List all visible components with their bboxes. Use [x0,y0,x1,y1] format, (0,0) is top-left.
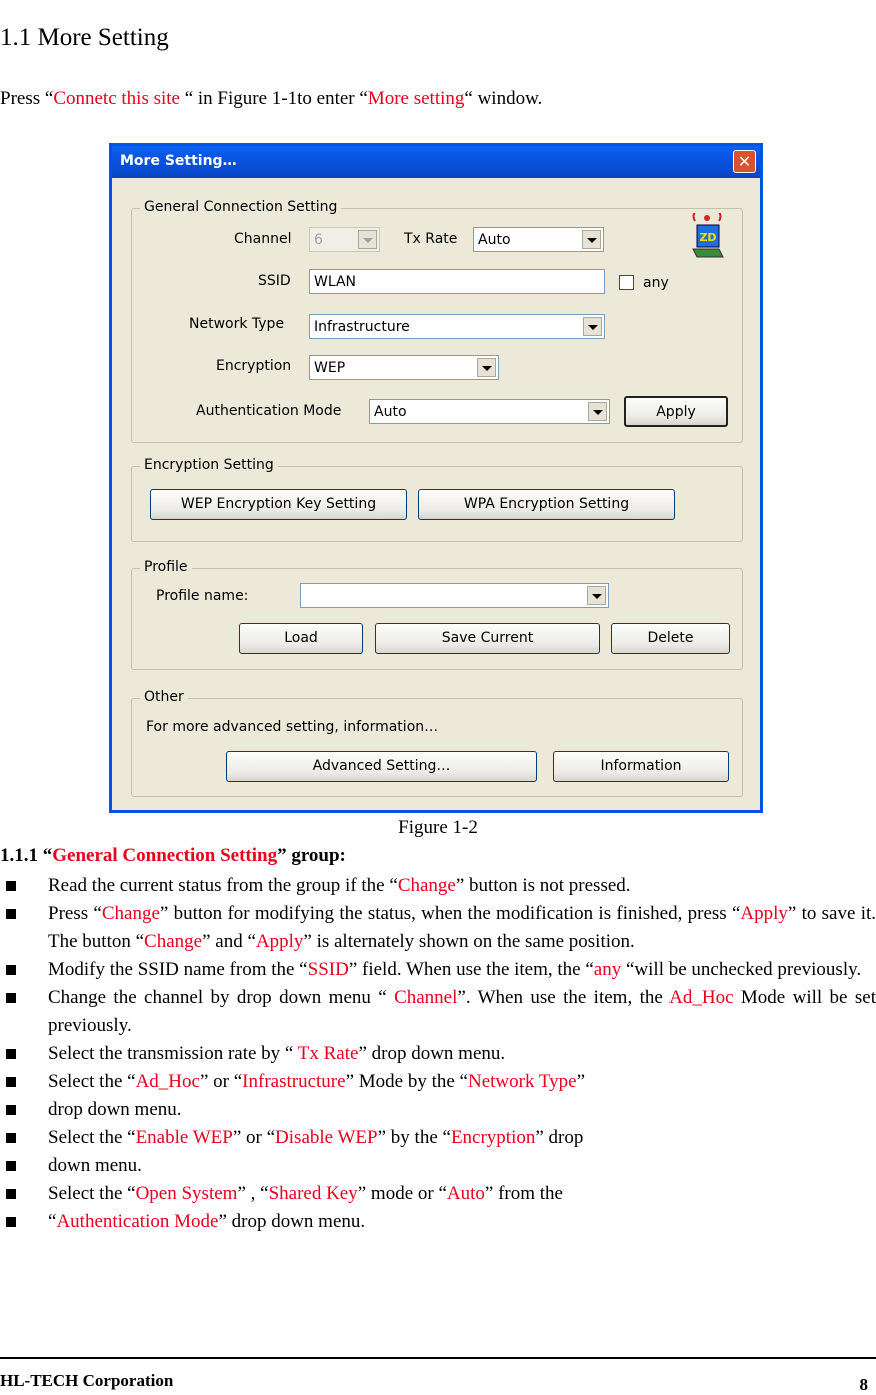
more-setting-dialog [109,143,763,813]
apply-button[interactable]: Apply [624,396,728,427]
instruction-list [0,872,876,1236]
dialog-titlebar [112,146,760,178]
channel-select[interactable]: 6 [309,227,380,252]
encryption-group-legend: Encryption Setting [140,457,278,473]
list-item: Press “Change” button for modifying the status, when the modification is finished, press “Apply” to save it. The button “Change” and “Apply” is alternately shown on the same position. [0,900,876,956]
network-type-label: Network Type [189,316,285,332]
footer-company: HL-TECH Corporation [0,1371,174,1390]
any-label: any [643,275,669,291]
list-item: Read the current status from the group if the “Change” button is not pressed. [0,872,876,900]
list-item: Select the “Ad_Hoc” or “Infrastructure” Mode by the “Network Type” [0,1068,876,1096]
list-item: down menu. [0,1152,876,1180]
list-item: “Authentication Mode” drop down menu. [0,1208,876,1236]
other-group [131,689,743,797]
encryption-label: Encryption [216,358,292,374]
load-button[interactable]: Load [239,623,363,654]
other-description: For more advanced setting, information… [146,719,439,735]
close-icon[interactable]: ✕ [733,150,756,173]
general-group-legend: General Connection Setting [140,199,341,215]
txrate-label: Tx Rate [404,231,458,247]
list-item: Change the channel by drop down menu “ Channel”. When use the item, the Ad_Hoc Mode will be set previously. [0,984,876,1040]
wpa-setting-button[interactable]: WPA Encryption Setting [418,489,675,520]
save-current-button[interactable]: Save Current [375,623,600,654]
link-more-setting: More setting [367,88,465,109]
list-item: Modify the SSID name from the “SSID” field. When use the item, the “any “will be unchecked previously. [0,956,876,984]
list-item: Select the “Open System” , “Shared Key” mode or “Auto” from the [0,1180,876,1208]
logo-text: ZD [699,231,717,244]
dialog-title: More Setting… [120,153,237,169]
chevron-down-icon [588,402,607,421]
wireless-logo-icon [689,213,725,259]
other-group-legend: Other [140,689,188,705]
list-item: Select the transmission rate by “ Tx Rate” drop down menu. [0,1040,876,1068]
chevron-down-icon [582,230,601,249]
txrate-select[interactable]: Auto [473,227,604,252]
footer-rule [0,1357,876,1359]
ssid-input[interactable]: WLAN [309,269,605,294]
chevron-down-icon [477,358,496,377]
advanced-setting-button[interactable]: Advanced Setting… [226,751,537,782]
page-number: 8 [859,1375,868,1394]
chevron-down-icon [358,230,377,249]
information-button[interactable]: Information [553,751,729,782]
list-item: Select the “Enable WEP” or “Disable WEP” by the “Encryption” drop [0,1124,876,1152]
list-item: drop down menu. [0,1096,876,1124]
wep-key-setting-button[interactable]: WEP Encryption Key Setting [150,489,407,520]
channel-label: Channel [234,231,292,247]
network-type-select[interactable]: Infrastructure [309,314,605,339]
figure-caption: Figure 1-2 [398,817,478,838]
chevron-down-icon [583,317,602,336]
delete-button[interactable]: Delete [611,623,730,654]
ssid-label: SSID [258,273,291,289]
any-checkbox[interactable] [619,275,634,290]
section-heading: 1.1.1 “General Connection Setting” group: [0,845,346,866]
profile-name-label: Profile name: [156,588,249,604]
auth-mode-label: Authentication Mode [196,403,342,419]
link-connect-site: Connetc this site [53,88,180,109]
encryption-select[interactable]: WEP [309,355,499,380]
profile-name-select[interactable] [300,583,609,608]
chevron-down-icon [587,586,606,605]
auth-mode-select[interactable]: Auto [369,399,610,424]
profile-group-legend: Profile [140,559,192,575]
intro-paragraph: Press “Connetc this site “ in Figure 1-1to enter “More setting“ window. [0,88,543,109]
page-heading: 1.1 More Setting [0,24,169,51]
